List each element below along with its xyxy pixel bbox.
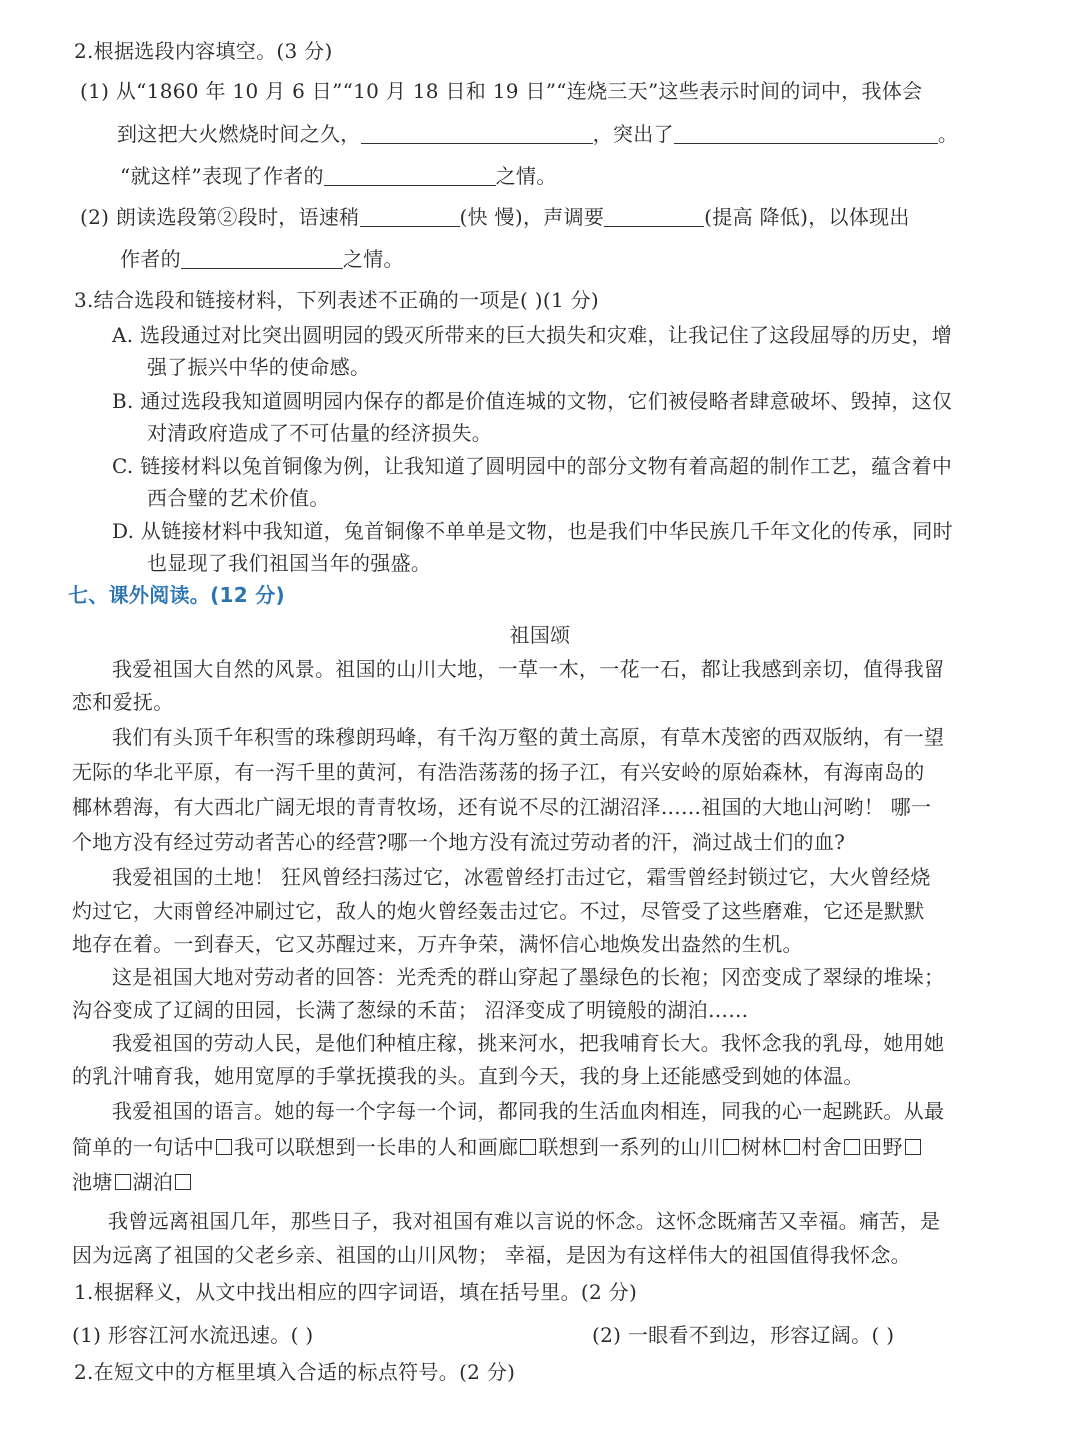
- punctuation-box[interactable]: [905, 1139, 921, 1155]
- passage-line-with-boxes: [72, 1132, 923, 1162]
- passage-line: 我爱祖国的土地！ 狂风曾经扫荡过它，冰雹曾经打击过它，霜雪曾经封锁过它，大火曾经烧: [112, 865, 931, 889]
- passage-title: 祖国颂: [509, 623, 571, 647]
- passage-line: 这是祖国大地对劳动者的回答：光秃秃的群山穿起了墨绿色的长袍；冈峦变成了翠绿的堆垛；: [112, 965, 945, 989]
- passage-line: 的乳汁哺育我，她用宽厚的手掌抚摸我的头。直到今天，我的身上还能感受到她的体温。: [72, 1064, 864, 1088]
- question-2-heading-part7: 2.在短文中的方框里填入合适的标点符号。(2 分): [74, 1360, 516, 1384]
- passage-line: 恋和爱抚。: [72, 690, 174, 714]
- passage-text: 树林: [741, 1135, 782, 1159]
- option-c-line2: 西合璧的艺术价值。: [147, 486, 330, 510]
- passage-line: 我爱祖国的劳动人民，是他们种植庄稼，挑来河水，把我哺育长大。我怀念我的乳母，她用她: [112, 1031, 945, 1055]
- q2-sub1-text-c: 。: [937, 122, 959, 146]
- passage-line: 因为远离了祖国的父老乡亲、祖国的山川风物； 幸福，是因为有这样伟大的祖国值得我怀念。: [72, 1243, 911, 1267]
- q2-sub2-text-c: (提高 降低)，以体现出: [704, 205, 910, 229]
- passage-text: 联想到一系列的山川: [538, 1135, 722, 1159]
- answer-blank[interactable]: [604, 206, 704, 227]
- passage-text: 池塘: [72, 1170, 113, 1194]
- punctuation-box[interactable]: [115, 1174, 131, 1190]
- passage-text: 田野: [862, 1135, 903, 1159]
- passage-line: 我曾远离祖国几年，那些日子，我对祖国有难以言说的怀念。这怀念既痛苦又幸福。痛苦，是: [108, 1209, 941, 1233]
- q2-sub2-text-d: 作者的: [120, 247, 181, 271]
- q2-sub2-line1: [80, 202, 910, 232]
- q2-sub1-text-d: “就这样”表现了作者的: [120, 164, 324, 188]
- punctuation-box[interactable]: [784, 1139, 800, 1155]
- q2-sub1-line2: [117, 119, 958, 149]
- answer-blank[interactable]: [361, 123, 593, 144]
- option-b-line2: 对清政府造成了不可估量的经济损失。: [147, 421, 493, 445]
- option-a-line1: A. 选段通过对比突出圆明园的毁灭所带来的巨大损失和灾难，让我记住了这段屈辱的历史，增: [112, 323, 953, 347]
- passage-line: 地存在着。一到春天，它又苏醒过来，万卉争荣，满怀信心地焕发出盎然的生机。: [72, 932, 803, 956]
- q2-sub2-line2: [120, 244, 404, 274]
- answer-blank[interactable]: [674, 123, 938, 144]
- passage-text: 简单的一句话中: [72, 1135, 215, 1159]
- passage-line: 我爱祖国的语言。她的每一个字每一个词，都同我的生活血肉相连，同我的心一起跳跃。从最: [112, 1099, 945, 1123]
- passage-line: 沟谷变成了辽阔的田园，长满了葱绿的禾苗； 沼泽变成了明镜般的湖泊……: [72, 998, 749, 1022]
- q1-sub2[interactable]: (2) 一眼看不到边，形容辽阔。( ): [592, 1323, 895, 1347]
- q2-sub2-text-e: 之情。: [342, 247, 404, 271]
- punctuation-box[interactable]: [723, 1139, 739, 1155]
- answer-blank[interactable]: [181, 248, 343, 269]
- q2-sub1-line1: (1) 从“1860 年 10 月 6 日”“10 月 18 日和 19 日”“连烧三天”这些表示时间的词中，我体会: [80, 79, 923, 103]
- passage-text: 我可以联想到一长串的人和画廊: [234, 1135, 519, 1159]
- q2-sub2-text-b: (快 慢)，声调要: [459, 205, 605, 229]
- punctuation-box[interactable]: [216, 1139, 232, 1155]
- passage-line: 灼过它，大雨曾经冲刷过它，敌人的炮火曾经轰击过它。不过，尽管受了这些磨难，它还是默默: [72, 899, 925, 923]
- q1-sub1[interactable]: (1) 形容江河水流迅速。( ): [72, 1323, 314, 1347]
- q2-sub1-line3: [120, 161, 557, 191]
- punctuation-box[interactable]: [520, 1139, 536, 1155]
- punctuation-box[interactable]: [844, 1139, 860, 1155]
- option-c-line1: C. 链接材料以兔首铜像为例，让我知道了圆明园中的部分文物有着高超的制作工艺，蕴含着中: [112, 454, 953, 478]
- passage-line: 我们有头顶千年积雪的珠穆朗玛峰，有千沟万壑的黄土高原，有草木茂密的西双版纳，有一望: [112, 725, 945, 749]
- passage-line-with-boxes: [72, 1167, 193, 1197]
- question-1-heading: 1.根据释义，从文中找出相应的四字词语，填在括号里。(2 分): [74, 1280, 638, 1304]
- question-3-heading: 3.结合选段和链接材料，下列表述不正确的一项是( )(1 分): [74, 288, 600, 312]
- passage-line: 我爱祖国大自然的风景。祖国的山川大地，一草一木，一花一石，都让我感到亲切，值得我留: [112, 657, 945, 681]
- answer-blank[interactable]: [360, 206, 460, 227]
- q2-sub2-text-a: (2) 朗读选段第②段时，语速稍: [80, 205, 360, 229]
- passage-line: 椰林碧海，有大西北广阔无垠的青青牧场，还有说不尽的江湖沼泽……祖国的大地山河哟！ 哪一: [72, 795, 932, 819]
- option-d-line2: 也显现了我们祖国当年的强盛。: [147, 551, 432, 575]
- question-2-heading: 2.根据选段内容填空。(3 分): [74, 39, 333, 63]
- answer-blank[interactable]: [324, 165, 496, 186]
- option-d-line1: D. 从链接材料中我知道，兔首铜像不单单是文物，也是我们中华民族几千年文化的传承，同时: [112, 519, 953, 543]
- passage-line: 个地方没有经过劳动者苦心的经营?哪一个地方没有流过劳动者的汗，淌过战士们的血?: [72, 830, 846, 854]
- passage-text: 村舍: [801, 1135, 843, 1159]
- option-a-line2: 强了振兴中华的使命感。: [147, 355, 371, 379]
- option-b-line1: B. 通过选段我知道圆明园内保存的都是价值连城的文物，它们被侵略者肆意破坏、毁掉，这仅: [112, 389, 953, 413]
- section-7-heading: 七、课外阅读。(12 分): [68, 583, 285, 607]
- passage-text: 湖泊: [132, 1170, 174, 1194]
- passage-line: 无际的华北平原，有一泻千里的黄河，有浩浩荡荡的扬子江，有兴安岭的原始森林，有海南岛的: [72, 760, 925, 784]
- q2-sub1-text-e: 之情。: [495, 164, 557, 188]
- q2-sub1-text-a: 到这把大火燃烧时间之久，: [117, 122, 361, 146]
- punctuation-box[interactable]: [175, 1174, 191, 1190]
- q2-sub1-text-b: ，突出了: [592, 122, 674, 146]
